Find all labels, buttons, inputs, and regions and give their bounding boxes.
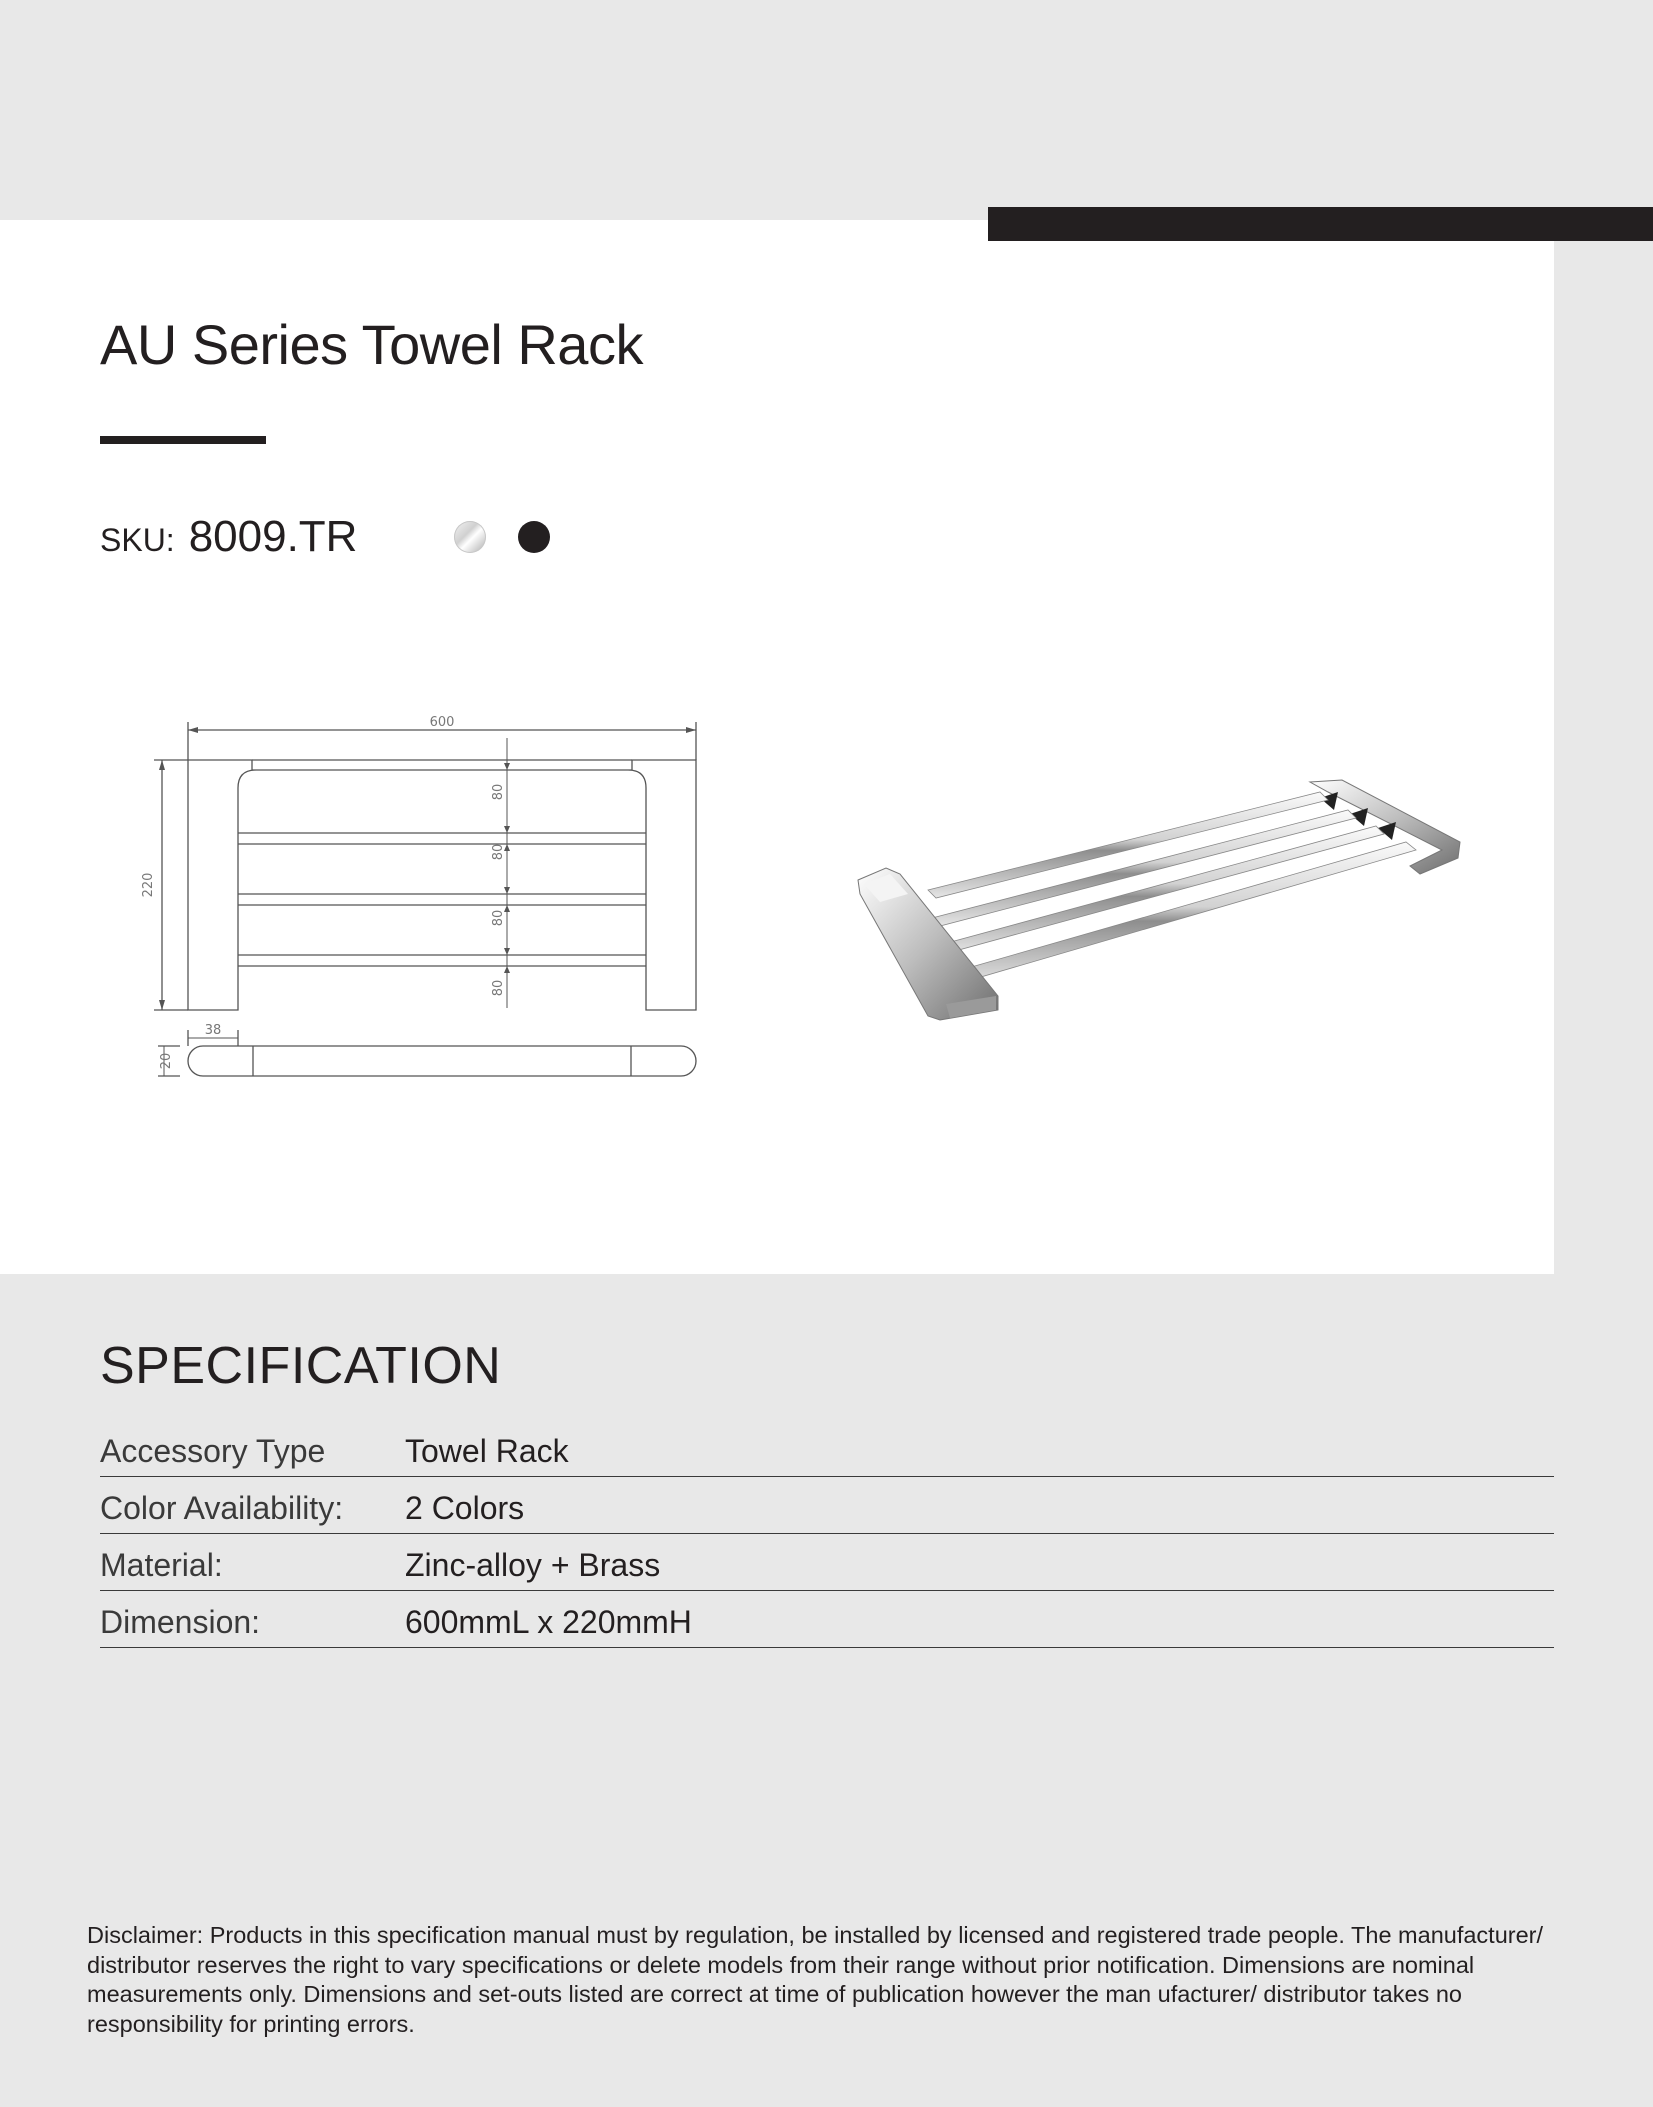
- spacing-label: 80: [491, 843, 506, 861]
- spec-row-color-availability: [100, 1477, 1554, 1534]
- title-underline: [100, 436, 266, 444]
- left-bracket-outline: [188, 760, 256, 1010]
- spec-label: Color Availability:: [100, 1490, 344, 1526]
- spec-label: Material:: [100, 1547, 223, 1583]
- depth-label: 20: [159, 1052, 174, 1070]
- product-image: [850, 770, 1470, 1030]
- spec-row-dimension: [100, 1591, 1554, 1648]
- spacing-label: 80: [491, 909, 506, 927]
- sku-row: [100, 512, 357, 562]
- width-label: 600: [429, 715, 455, 730]
- spec-row-accessory-type: [100, 1420, 1554, 1477]
- header-accent-bar: [988, 207, 1653, 241]
- black-finish-swatch[interactable]: [518, 521, 550, 553]
- bar: [936, 826, 1384, 954]
- bracket-width-label: 38: [204, 1023, 222, 1038]
- spec-value: Zinc-alloy + Brass: [405, 1547, 661, 1583]
- spec-label: Dimension:: [100, 1604, 261, 1640]
- spec-value: Towel Rack: [405, 1433, 569, 1469]
- top-band: [0, 0, 1653, 220]
- specification-heading: SPECIFICATION: [100, 1337, 502, 1395]
- spec-row-material: [100, 1534, 1554, 1591]
- technical-drawing: [140, 708, 710, 1088]
- depth-view-outline: [188, 1046, 696, 1076]
- spec-label: Accessory Type: [100, 1433, 326, 1469]
- spacing-label: 80: [491, 979, 506, 997]
- spec-value: 600mmL x 220mmH: [405, 1604, 692, 1640]
- right-bracket-outline: [628, 760, 696, 1010]
- bar: [932, 810, 1356, 926]
- spec-value: 2 Colors: [405, 1490, 525, 1526]
- disclaimer-text: Disclaimer: Products in this specification manual must by regulation, be installed by licensed and registered trade people. The manufacturer/ distributor reserves the right to vary specifications or delete models from their range without prior notification. Dimensions are nominal measurements only. Dimensions and set-outs listed are correct at time of publication however the man ufacturer/ distributor takes no responsibility for printing errors.: [87, 1922, 1544, 2037]
- sku-label: SKU:: [100, 522, 175, 558]
- page-title: AU Series Towel Rack: [100, 313, 643, 376]
- height-label: 220: [141, 872, 156, 898]
- specification-table: [100, 1420, 1554, 1648]
- sku-value: 8009.TR: [188, 512, 358, 561]
- spacing-label: 80: [491, 783, 506, 801]
- chrome-finish-swatch[interactable]: [454, 521, 486, 553]
